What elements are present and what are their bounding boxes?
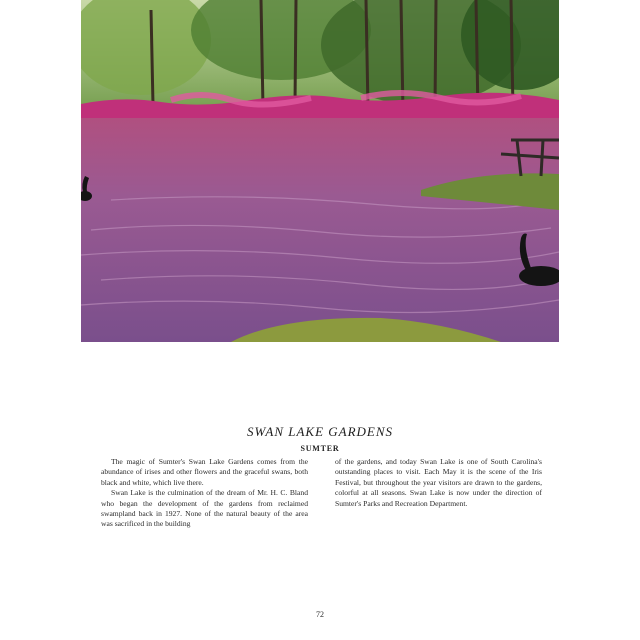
paragraph: The magic of Sumter's Swan Lake Gardens comes from the abundance of irises and other flowers and the graceful swans, both black and white, which live there. <box>101 457 308 487</box>
page-number: 72 <box>316 610 324 619</box>
paragraph: Swan Lake is the culmination of the dream of Mr. H. C. Bland who began the development of the gardens from reclaimed swampland back in 1927. None of the natural beauty of the area was sacrificed in the building <box>101 488 308 529</box>
body-column-right <box>335 457 542 509</box>
article-title: SWAN LAKE GARDENS <box>246 424 394 439</box>
lake-photograph <box>81 0 559 342</box>
article-location: SUMTER <box>300 444 340 453</box>
body-column-left <box>101 457 308 530</box>
paragraph: of the gardens, and today Swan Lake is one of South Carolina's outstanding places to visit. Each May it is the scene of the Iris Festival, but throughout the year visitors are drawn to the gardens, colorful at all seasons. Swan Lake is now under the direction of Sumter's Parks and Recreation Department. <box>335 457 542 508</box>
